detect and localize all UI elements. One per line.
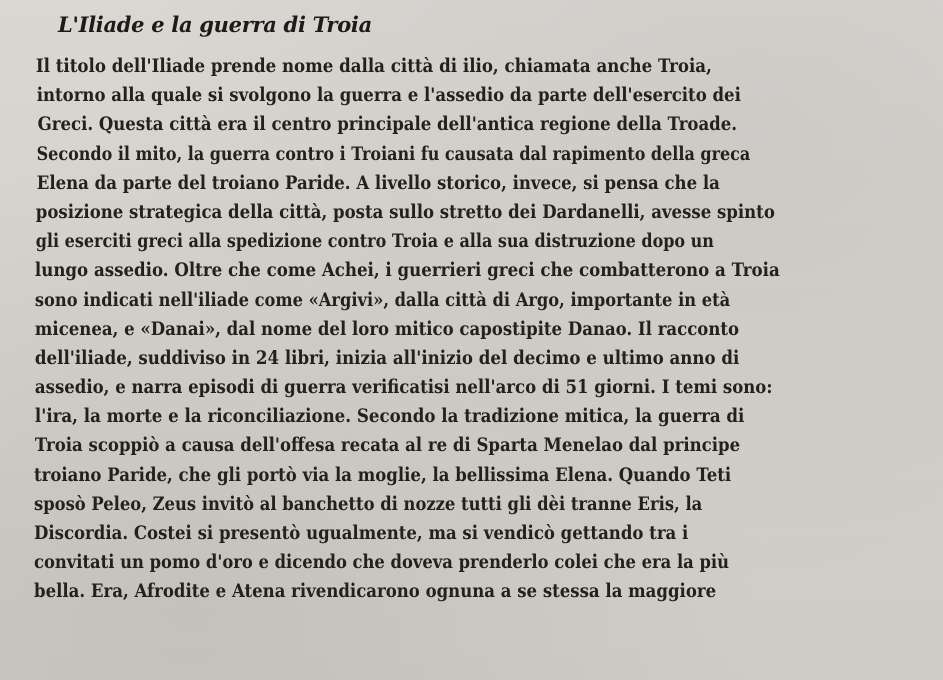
text-line: dell'iliade, suddiviso in 24 libri, inizia all'inizio del decimo e ultimo anno di — [34, 347, 740, 369]
text-line: sposò Peleo, Zeus invitò al banchetto di nozze tutti gli dèi tranne Eris, la — [34, 493, 703, 515]
text-line: assedio, e narra episodi di guerra verificatisi nell'arco di 51 giorni. I temi sono: — [34, 377, 773, 399]
text-line: bella. Era, Afrodite e Atena rivendicarono ognuna a se stessa la maggiore — [34, 581, 717, 603]
text-line: Secondo il mito, la guerra contro i Troiani fu causata dal rapimento della greca — [36, 143, 751, 165]
text-line: Il titolo dell'Iliade prende nome dalla città di ilio, chiamata anche Troia, — [35, 56, 712, 77]
text-line: Greci. Questa città era il centro principale dell'antica regione della Troade. — [37, 114, 738, 136]
text-line: posizione strategica della città, posta sullo stretto dei Dardanelli, avesse spinto — [35, 201, 775, 223]
text-line: intorno alla quale si svolgono la guerra e l'assedio da parte dell'esercito dei — [36, 85, 741, 107]
text-line: lungo assedio. Oltre che come Achei, i guerrieri greci che combatterono a Troia — [34, 260, 780, 282]
text-line: sono indicati nell'iliade come «Argivi», dalla città di Argo, importante in età — [34, 289, 731, 311]
text-line: l'ira, la morte e la riconciliazione. Secondo la tradizione mitica, la guerra di — [34, 406, 745, 428]
text-line: Discordia. Costei si presentò ugualmente, ma si vendicò gettando tra i — [34, 523, 689, 544]
text-line: Troia scoppiò a causa dell'offesa recata al re di Sparta Menelao dal principe — [34, 435, 741, 457]
body-paragraph — [34, 52, 853, 607]
text-line: convitati un pomo d'oro e dicendo che doveva prenderlo colei che era la più — [34, 552, 730, 574]
text-line: troiano Paride, che gli portò via la moglie, la bellissima Elena. Quando Teti — [34, 464, 732, 486]
text-line: gli eserciti greci alla spedizione contro Troia e alla sua distruzione dopo un — [35, 231, 714, 253]
text-line: Elena da parte del troiano Paride. A livello storico, invece, si pensa che la — [36, 172, 720, 194]
text-line: micenea, e «Danai», dal nome del loro mitico capostipite Danao. Il racconto — [34, 318, 740, 340]
section-title: L'Iliade e la guerra di Troia — [58, 12, 372, 37]
